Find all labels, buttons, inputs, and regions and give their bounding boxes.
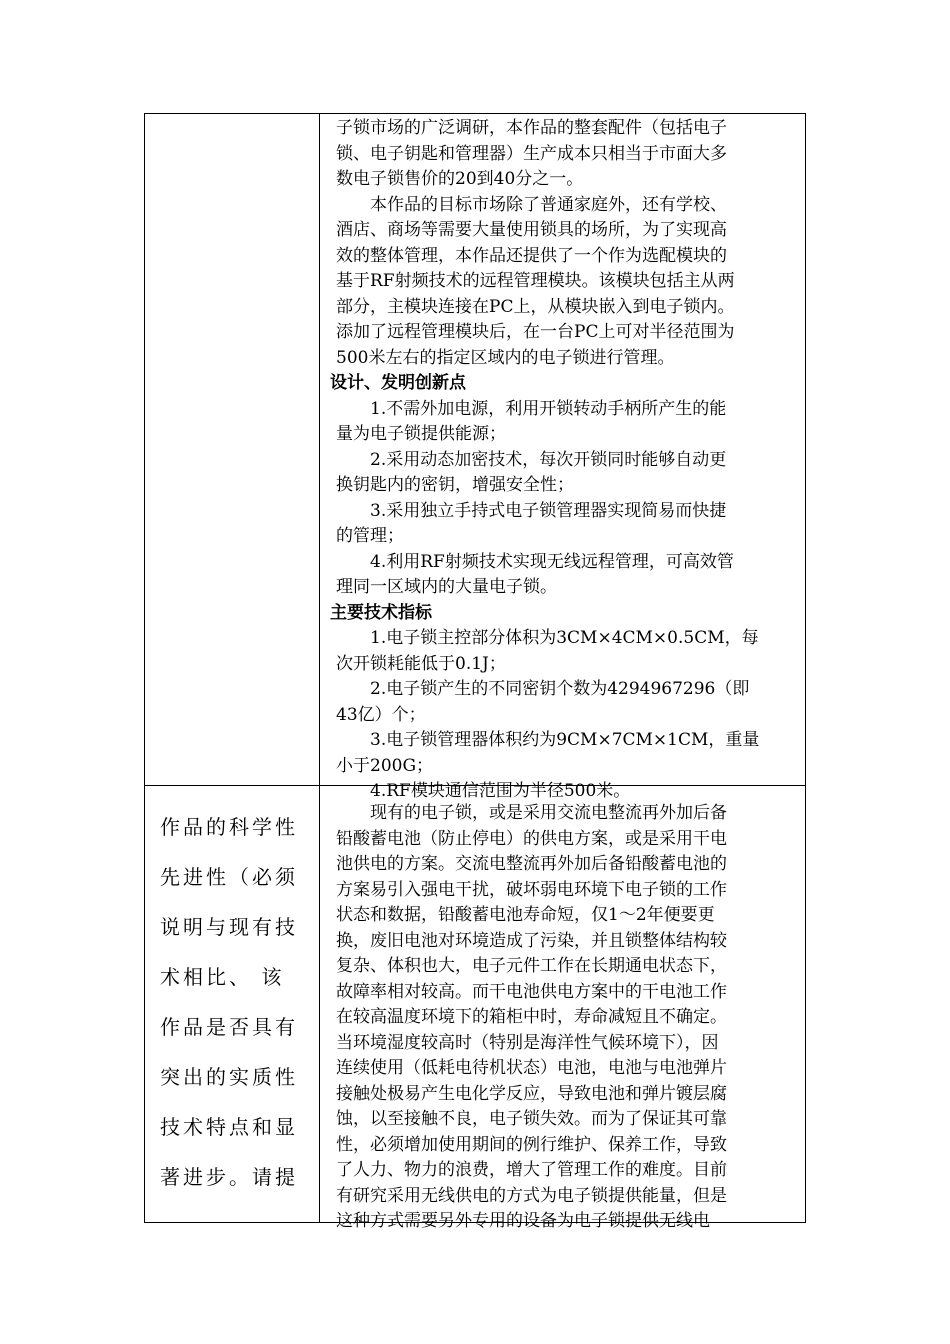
text-line: 基于RF射频技术的远程管理模块。该模块包括主从两	[336, 271, 735, 291]
text-line: 在较高温度环境下的箱柜中时，寿命减短且不确定。	[336, 1007, 727, 1027]
text-line: 接触处极易产生电化学反应，导致电池和弹片镀层腐	[336, 1083, 727, 1104]
text-line: 子锁市场的广泛调研，本作品的整套配件（包括电子	[336, 118, 727, 138]
science-advancement-cell	[336, 801, 796, 1235]
text-line: 1.电子锁主控部分体积为3CM×4CM×0.5CM，每	[370, 628, 759, 648]
label-line: 作品的科学性	[160, 815, 298, 839]
text-line: 换，废旧电池对环境造成了污染，并且锁整体结构较	[336, 930, 727, 951]
text-line: 2.电子锁产生的不同密钥个数为4294967296（即	[370, 679, 750, 699]
text-line: 这种方式需要另外专用的设备为电子锁提供无线电	[336, 1211, 710, 1231]
text-line: 4.利用RF射频技术实现无线远程管理，可高效管	[370, 551, 734, 572]
text-line: 有研究采用无线供电的方式为电子锁提供能量，但是	[336, 1185, 727, 1206]
text-line: 故障率相对较高。而干电池供电方案中的干电池工作	[336, 981, 727, 1002]
text-line: 铅酸蓄电池（防止停电）的供电方案，或是采用干电	[336, 828, 727, 849]
text-line: 部分，主模块连接在PC上，从模块嵌入到电子锁内。	[336, 296, 735, 317]
text-line: 的管理；	[336, 526, 404, 546]
text-line: 方案易引入强电干扰，破坏弱电环境下电子锁的工作	[336, 879, 727, 900]
text-line: 3.电子锁管理器体积约为9CM×7CM×1CM，重量	[370, 730, 760, 750]
description-cell	[330, 116, 796, 805]
text-line: 了人力、物力的浪费，增大了管理工作的难度。目前	[336, 1160, 727, 1180]
text-line: 43亿）个；	[336, 704, 426, 725]
text-line: 性，必须增加使用期间的例行维护、保养工作，导致	[336, 1134, 727, 1155]
text-line: 酒店、商场等需要大量使用锁具的场所，为了实现高	[336, 220, 727, 240]
label-line: 著进步。请提	[160, 1165, 298, 1189]
text-line: 连续使用（低耗电待机状态）电池，电池与电池弹片	[336, 1058, 727, 1078]
text-line: 数电子锁售价的20到40分之一。	[336, 169, 584, 189]
text-line: 4.RF模块通信范围为半径500米。	[370, 781, 631, 801]
label-line: 突出的实质性	[160, 1065, 298, 1089]
table-border-middle	[319, 113, 320, 1223]
text-line: 3.采用独立手持式电子锁管理器实现简易而快捷	[370, 500, 727, 521]
text-line: 2.采用动态加密技术，每次开锁同时能够自动更	[370, 449, 727, 470]
innovation-heading: 设计、发明创新点	[330, 373, 466, 393]
text-line: 1.不需外加电源，利用开锁转动手柄所产生的能	[370, 398, 727, 419]
text-line: 复杂、体积也大，电子元件工作在长期通电状态下，	[336, 956, 727, 976]
label-line: 技术特点和显	[160, 1115, 298, 1139]
text-line: 蚀，以至接触不良，电子锁失效。而为了保证其可靠	[336, 1109, 727, 1129]
text-line: 现有的电子锁，或是采用交流电整流再外加后备	[370, 803, 727, 823]
label-line: 先进性（必须	[160, 865, 298, 889]
table-border-right	[805, 113, 806, 1223]
text-line: 量为电子锁提供能源；	[336, 424, 506, 444]
text-line: 本作品的目标市场除了普通家庭外，还有学校、	[370, 194, 727, 215]
text-line: 效的整体管理，本作品还提供了一个作为选配模块的	[336, 245, 727, 266]
table-border-top	[144, 113, 806, 114]
text-line: 状态和数据，铅酸蓄电池寿命短，仅1～2年便要更	[336, 905, 715, 925]
text-line: 500米左右的指定区域内的电子锁进行管理。	[336, 347, 675, 368]
text-line: 小于200G；	[336, 755, 434, 776]
text-line: 锁、电子钥匙和管理器）生产成本只相当于市面大多	[336, 143, 727, 164]
label-cell	[160, 802, 310, 1202]
text-line: 添加了远程管理模块后，在一台PC上可对半径范围为	[336, 322, 735, 342]
label-line: 术相比、 该	[160, 965, 285, 989]
label-line: 说明与现有技	[160, 915, 298, 939]
text-line: 理同一区域内的大量电子锁。	[336, 577, 557, 597]
text-line: 当环境湿度较高时（特别是海洋性气候环境下），因	[336, 1032, 719, 1053]
text-line: 次开锁耗能低于0.1J；	[336, 653, 506, 674]
text-line: 换钥匙内的密钥，增强安全性；	[336, 475, 574, 495]
tech-specs-heading: 主要技术指标	[330, 602, 432, 623]
text-line: 池供电的方案。交流电整流再外加后备铅酸蓄电池的	[336, 854, 727, 874]
label-line: 作品是否具有	[160, 1015, 298, 1039]
table-border-left	[144, 113, 145, 1223]
